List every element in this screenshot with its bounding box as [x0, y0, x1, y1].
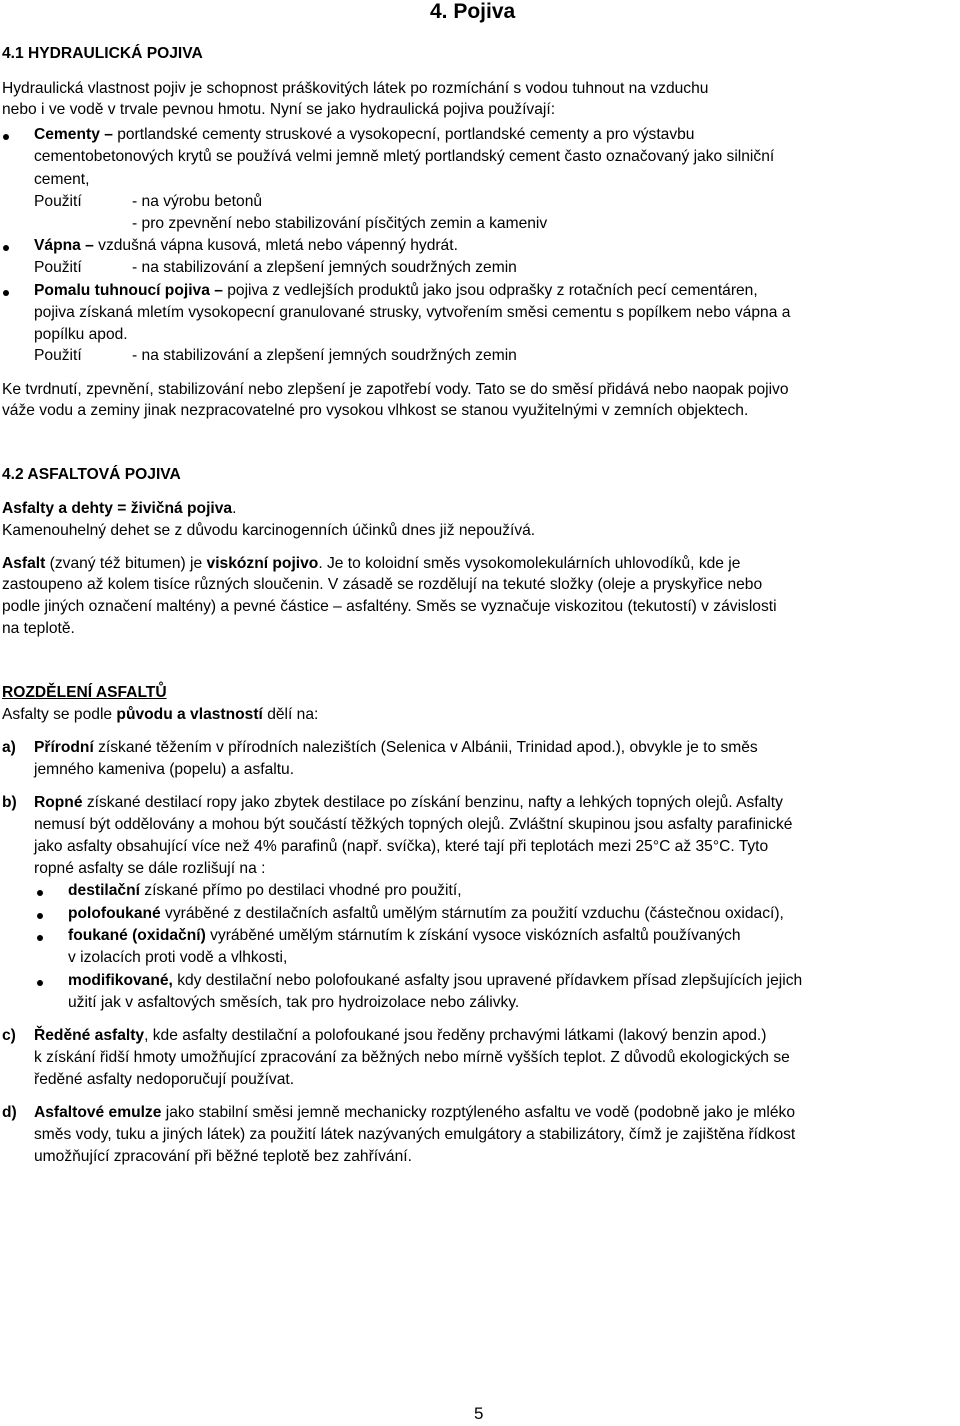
- paragraph-line: Kamenouhelný dehet se z důvodu karcinogenních účinků dnes již nepoužívá.: [2, 522, 536, 539]
- text: , kde asfalty destilační a polofoukané jsou ředěny prchavými látkami (lakový benzin apod.): [144, 1027, 767, 1044]
- list-item-cementy: [34, 126, 694, 144]
- paragraph-line: podle jiných označení maltény) a pevné částice – asfaltény. Směs se vyznačuje viskozitou (tekutostí) v závislosti: [2, 598, 777, 615]
- term: původu a vlastností: [116, 706, 263, 723]
- item-b: [34, 794, 783, 812]
- paragraph-line: ropné asfalty se dále rozlišují na :: [34, 860, 266, 877]
- paragraph-line: k získání řidší hmoty umožňující zpracování za běžných nebo mírně vyšších teplot. Z důvodů ekologických se: [34, 1049, 790, 1066]
- term: Cementy –: [34, 126, 113, 143]
- sub-item: [68, 972, 802, 990]
- use-label: Použití: [34, 347, 82, 364]
- definition-line: [2, 500, 236, 518]
- section-4-2-heading: 4.2 ASFALTOVÁ POJIVA: [2, 466, 181, 483]
- text: vyráběné z destilačních asfaltů umělým stárnutím za použití vzduchu (částečnou oxidací),: [160, 905, 784, 922]
- item-label-a: a): [2, 739, 16, 756]
- text: Asfalty se podle: [2, 706, 117, 723]
- rozdeleni-heading: ROZDĚLENÍ ASFALTŮ: [2, 684, 167, 701]
- term: Přírodní: [34, 739, 94, 756]
- paragraph-line: cement,: [34, 171, 90, 188]
- paragraph-line: směs vody, tuku a jiných látek) za použití látek nazývaných emulgátory a stabilizátory, čímž je zajištěna řídkost: [34, 1126, 796, 1143]
- paragraph-line: v izolacích proti vodě a vlhkosti,: [68, 949, 288, 966]
- text: dělí na:: [262, 706, 319, 723]
- use-label: Použití: [34, 259, 82, 276]
- paragraph-line: užití jak v asfaltových směsích, tak pro hydroizolace nebo zálivky.: [68, 994, 520, 1011]
- text: (zvaný též bitumen) je: [45, 555, 207, 572]
- sub-item: [68, 927, 741, 945]
- paragraph-line: [2, 555, 740, 573]
- text: portlandské cementy struskové a vysokopecní, portlandské cementy a pro výstavbu: [112, 126, 695, 143]
- use-item: - na stabilizování a zlepšení jemných soudržných zemin: [132, 259, 517, 276]
- term: Asfalty a dehty = živičná pojiva: [2, 500, 233, 517]
- use-label: Použití: [34, 193, 82, 210]
- paragraph-line: váže vodu a zeminy jinak nezpracovatelné pro vysokou vlhkost se stanou využitelnými v zemních objektech.: [2, 402, 749, 419]
- section-4-1-heading: 4.1 HYDRAULICKÁ POJIVA: [2, 45, 203, 62]
- paragraph-line: Hydraulická vlastnost pojiv je schopnost práškovitých látek po rozmíchání s vodou tuhnout na vzduchu: [2, 80, 709, 97]
- paragraph-line: jako asfalty obsahující více než 4% parafinů (např. svíčka), které tají při teplotách mezi 25°C až 35°C. Tyto: [34, 838, 769, 855]
- text: vzdušná vápna kusová, mletá nebo vápenný hydrát.: [93, 237, 458, 254]
- paragraph-line: nemusí být oddělovány a mohou být součástí těžkých topných olejů. Zvláštní skupinou jsou asfalty parafinické: [34, 816, 793, 833]
- bullet-icon: [37, 980, 43, 986]
- term: Pomalu tuhnoucí pojiva –: [34, 282, 223, 299]
- bullet-icon: [37, 913, 43, 919]
- item-label-b: b): [2, 794, 17, 811]
- paragraph-line: nebo i ve vodě v trvale pevnou hmotu. Nyní se jako hydraulická pojiva používají:: [2, 101, 556, 118]
- list-item-pomalu: [34, 282, 758, 300]
- item-label-d: d): [2, 1104, 17, 1121]
- item-a: [34, 739, 758, 757]
- text: pojiva z vedlejších produktů jako jsou odprašky z rotačních pecí cementáren,: [222, 282, 758, 299]
- paragraph-line: jemného kameniva (popelu) a asfaltu.: [34, 761, 295, 778]
- use-item: - na výrobu betonů: [132, 193, 263, 210]
- text: získané destilací ropy jako zbytek destilace po získání benzinu, nafty a lehkých topných olejů. Asfalty: [82, 794, 783, 811]
- paragraph-line: na teplotě.: [2, 620, 75, 637]
- term: destilační: [68, 882, 140, 899]
- paragraph-line: [2, 706, 318, 724]
- chapter-title: 4. Pojiva: [430, 0, 516, 23]
- paragraph-line: popílku apod.: [34, 326, 128, 343]
- term: modifikované,: [68, 972, 173, 989]
- paragraph-line: cementobetonových krytů se používá velmi jemně mletý portlandský cement často označovaný jako silniční: [34, 148, 775, 165]
- bullet-icon: [3, 134, 9, 140]
- list-item-vapna: [34, 237, 458, 255]
- use-item: - na stabilizování a zlepšení jemných soudržných zemin: [132, 347, 517, 364]
- item-c: [34, 1027, 766, 1045]
- term: viskózní pojivo: [206, 555, 319, 572]
- item-label-c: c): [2, 1027, 16, 1044]
- bullet-icon: [3, 290, 9, 296]
- item-d: [34, 1104, 795, 1122]
- term: Vápna –: [34, 237, 94, 254]
- bullet-icon: [3, 245, 9, 251]
- paragraph-line: pojiva získaná mletím vysokopecní granulované strusky, vytvořením směsi cementu s popílkem nebo vápna a: [34, 304, 791, 321]
- use-item: - pro zpevnění nebo stabilizování písčitých zemin a kameniv: [132, 215, 548, 232]
- term: foukané (oxidační): [68, 927, 206, 944]
- term: polofoukané: [68, 905, 161, 922]
- text: jako stabilní směsi jemně mechanicky rozptýleného asfaltu ve vodě (podobně jako je mléko: [161, 1104, 796, 1121]
- paragraph-line: zastoupeno až kolem tisíce různých sloučenin. V zásadě se rozdělují na tekuté složky (oleje a pryskyřice nebo: [2, 576, 763, 593]
- text: získané těžením v přírodních nalezištích (Selenica v Albánii, Trinidad apod.), obvykle je to směs: [93, 739, 758, 756]
- text: vyráběné umělým stárnutím k získání vysoce viskózních asfaltů používaných: [205, 927, 741, 944]
- paragraph-line: ředěné asfalty nedoporučují používat.: [34, 1071, 295, 1088]
- page-number: 5: [474, 1404, 484, 1423]
- sub-item: [68, 882, 462, 900]
- bullet-icon: [37, 935, 43, 941]
- term: Asfaltové emulze: [34, 1104, 162, 1121]
- text: kdy destilační nebo polofoukané asfalty jsou upravené přídavkem přísad zlepšujících jejich: [172, 972, 803, 989]
- bullet-icon: [37, 890, 43, 896]
- text: .: [232, 500, 237, 517]
- term: Ředěné asfalty: [34, 1027, 145, 1044]
- sub-item: [68, 905, 784, 923]
- term: Ropné: [34, 794, 83, 811]
- text: . Je to koloidní směs vysokomolekulárních uhlovodíků, kde je: [318, 555, 741, 572]
- paragraph-line: umožňující zpracování při běžné teplotě bez zahřívání.: [34, 1148, 412, 1165]
- paragraph-line: Ke tvrdnutí, zpevnění, stabilizování nebo zlepšení je zapotřebí vody. Tato se do směsí přidává nebo naopak pojivo: [2, 381, 789, 398]
- text: získané přímo po destilaci vhodné pro použití,: [139, 882, 462, 899]
- term: Asfalt: [2, 555, 46, 572]
